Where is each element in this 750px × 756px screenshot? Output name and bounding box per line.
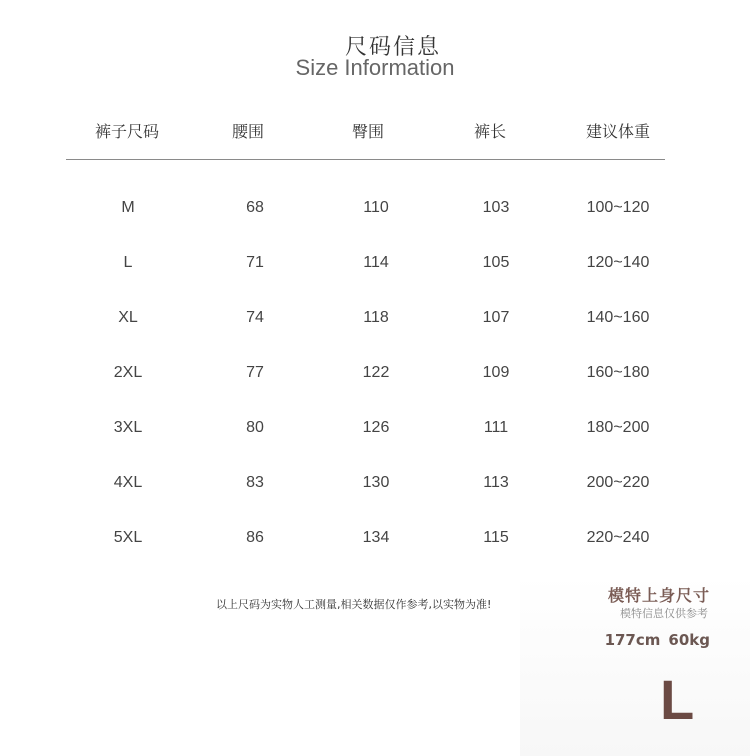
cell-waist: 80 (246, 419, 264, 436)
table-header (0, 117, 750, 147)
header-waist: 腰围 (231, 122, 265, 141)
model-info-title: 模特上身尺寸 (607, 586, 710, 605)
cell-waist: 68 (246, 199, 264, 216)
cell-hip: 134 (362, 529, 390, 546)
cell-size: 3XL (113, 419, 143, 436)
table-row (0, 193, 750, 223)
cell-weight: 140~160 (586, 309, 650, 326)
cell-waist: 86 (246, 529, 264, 546)
table-row (0, 468, 750, 498)
cell-hip: 114 (363, 254, 389, 271)
cell-size: M (121, 199, 135, 216)
measurement-note: 以上尺码为实物人工测量,相关数据仅作参考,以实物为准! (216, 598, 492, 611)
model-size-letter: L (660, 668, 695, 731)
cell-weight: 220~240 (586, 529, 650, 546)
cell-length: 109 (482, 364, 510, 381)
table-row (0, 523, 750, 553)
cell-size: 2XL (113, 364, 143, 381)
header-weight: 建议体重 (585, 122, 651, 141)
cell-size: 5XL (113, 529, 143, 546)
cell-weight: 180~200 (586, 419, 650, 436)
cell-hip: 126 (362, 419, 390, 436)
cell-waist: 71 (246, 254, 264, 271)
model-stats (597, 631, 710, 649)
cell-length: 105 (482, 254, 510, 271)
model-info-subtitle: 模特信息仅供参考 (620, 607, 708, 620)
table-row (0, 358, 750, 388)
cell-length: 111 (483, 419, 509, 436)
table-row (0, 248, 750, 278)
cell-waist: 77 (246, 364, 264, 381)
header-size: 裤子尺码 (94, 122, 160, 141)
cell-length: 103 (482, 199, 510, 216)
cell-hip: 110 (363, 199, 389, 216)
cell-weight: 100~120 (586, 199, 650, 216)
table-row (0, 303, 750, 333)
cell-length: 115 (483, 529, 509, 546)
cell-size: L (123, 254, 133, 271)
header-hip: 臀围 (351, 122, 385, 141)
cell-size: XL (118, 309, 138, 326)
header-length: 裤长 (473, 122, 507, 141)
table-row (0, 413, 750, 443)
cell-waist: 83 (246, 474, 264, 491)
model-height: 177cm (604, 631, 661, 649)
page-title: 尺码信息 (344, 35, 441, 60)
model-weight: 60kg (668, 631, 710, 649)
page-subtitle: Size Information (295, 55, 455, 80)
cell-hip: 122 (362, 364, 390, 381)
cell-size: 4XL (113, 474, 143, 491)
cell-length: 107 (482, 309, 510, 326)
cell-hip: 118 (363, 309, 389, 326)
cell-hip: 130 (362, 474, 390, 491)
cell-weight: 200~220 (586, 474, 650, 491)
cell-weight: 120~140 (586, 254, 650, 271)
cell-waist: 74 (246, 309, 264, 326)
header-divider (66, 159, 665, 160)
cell-length: 113 (483, 474, 509, 491)
cell-weight: 160~180 (586, 364, 650, 381)
